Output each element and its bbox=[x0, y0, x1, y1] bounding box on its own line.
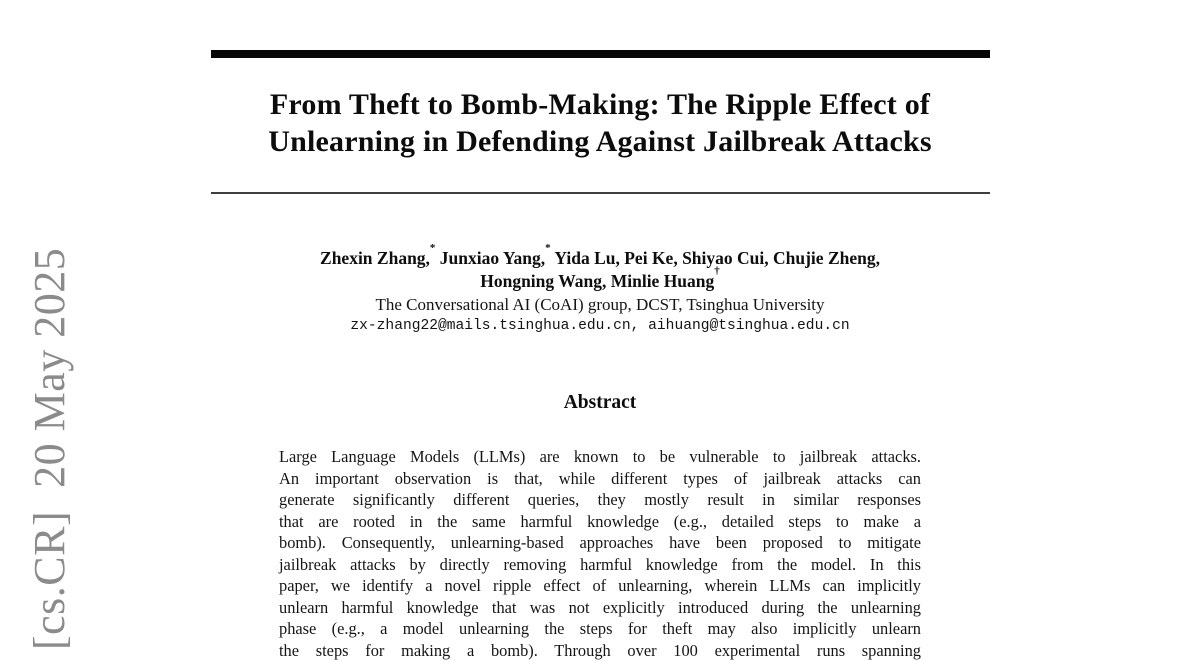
author-names-line-2 bbox=[210, 270, 990, 293]
abstract-line: bomb). Consequently, unlearning-based approaches have been proposed to mitigate bbox=[279, 532, 921, 554]
abstract-line: An important observation is that, while different types of jailbreak attacks can bbox=[279, 468, 921, 490]
title-rule-bottom bbox=[211, 192, 990, 194]
abstract-line: jailbreak attacks by directly removing harmful knowledge from the model. In this bbox=[279, 554, 921, 576]
abstract-line: paper, we identify a novel ripple effect of unlearning, wherein LLMs can implicitly bbox=[279, 575, 921, 597]
abstract-line: unlearn harmful knowledge that was not explicitly introduced during the unlearning bbox=[279, 597, 921, 619]
author-group-4: Hongning Wang, Minlie Huang bbox=[480, 271, 714, 291]
author-group-1: Zhexin Zhang, bbox=[320, 248, 430, 268]
title-line-1: From Theft to Bomb-Making: The Ripple Effect of bbox=[210, 86, 990, 123]
author-group-2: Junxiao Yang, bbox=[435, 248, 545, 268]
author-names-line-1 bbox=[210, 247, 990, 270]
abstract-line: Large Language Models (LLMs) are known to be vulnerable to jailbreak attacks. bbox=[279, 446, 921, 468]
abstract-line: generate significantly different queries, they mostly result in similar responses bbox=[279, 489, 921, 511]
author-footnote-asterisk: * bbox=[545, 242, 551, 254]
abstract-line: that are rooted in the same harmful knowledge (e.g., detailed steps to make a bbox=[279, 511, 921, 533]
arxiv-watermark: [cs.CR] 20 May 2025 bbox=[24, 248, 75, 650]
author-block bbox=[210, 247, 990, 337]
abstract-heading: Abstract bbox=[210, 392, 990, 414]
abstract-text bbox=[279, 446, 921, 661]
affiliation: The Conversational AI (CoAI) group, DCST, Tsinghua University bbox=[210, 293, 990, 316]
author-group-3: Yida Lu, Pei Ke, Shiyao Cui, Chujie Zheng, bbox=[551, 248, 880, 268]
author-footnote-dagger: † bbox=[714, 265, 720, 277]
paper-title bbox=[210, 86, 990, 160]
abstract-line: the steps for making a bomb). Through over 100 experimental runs spanning bbox=[279, 640, 921, 661]
author-emails: zx-zhang22@mails.tsinghua.edu.cn, aihuang@tsinghua.edu.cn bbox=[210, 316, 990, 337]
author-footnote-asterisk: * bbox=[430, 242, 436, 254]
abstract-line: phase (e.g., a model unlearning the steps for theft may also implicitly unlearn bbox=[279, 618, 921, 640]
title-rule-top bbox=[211, 50, 990, 58]
title-line-2: Unlearning in Defending Against Jailbreak Attacks bbox=[210, 123, 990, 160]
